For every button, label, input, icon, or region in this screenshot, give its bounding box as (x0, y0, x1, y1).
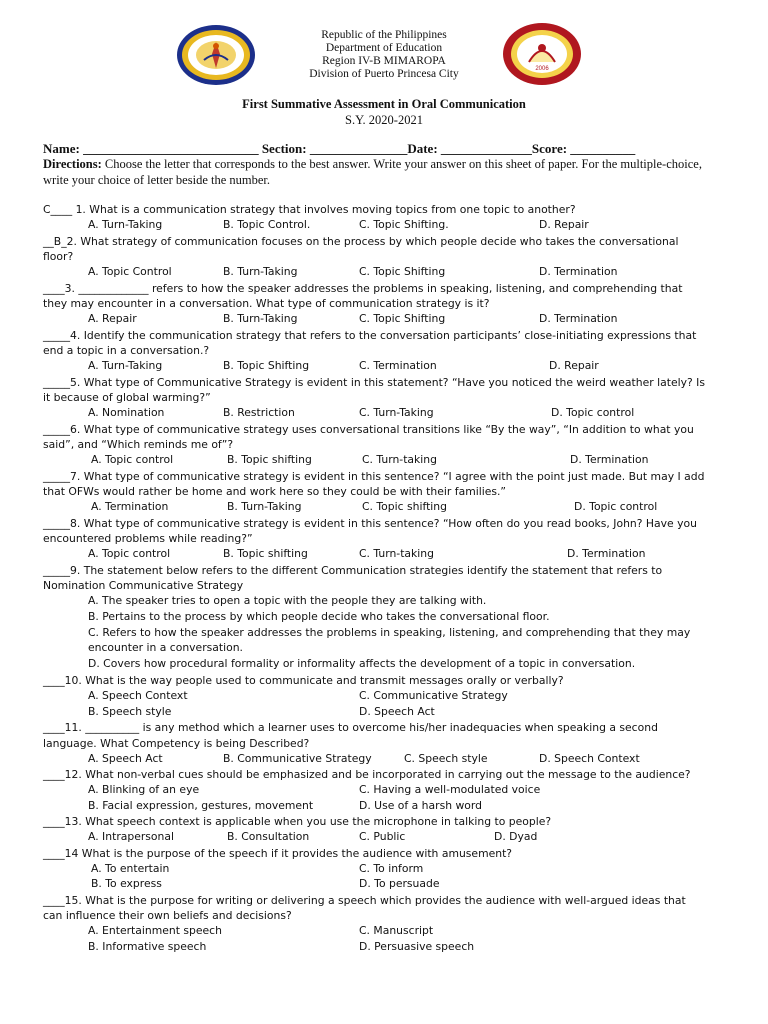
q6-option-d: D. Termination (570, 453, 649, 466)
question-2-line-1: __B_2. What strategy of communication focuses on the process by which people decide who takes the conversational (43, 235, 679, 248)
q6-option-a: A. Topic control (91, 453, 174, 466)
directions-text: Choose the letter that corresponds to the best answer. Write your answer on this sheet of paper. For the multiple-choice, write your choice of letter beside the number. (43, 157, 702, 187)
q10-option-a: A. Speech Context (88, 689, 188, 702)
question-13: ____13. What speech context is applicable when you use the microphone in talking to people? (43, 815, 552, 828)
q13-option-a: A. Intrapersonal (88, 830, 175, 843)
q1-option-c: C. Topic Shifting. (359, 218, 449, 231)
q13-option-b: B. Consultation (227, 830, 310, 843)
question-3-line-2: they may encounter in a conversation. What type of communication strategy is it? (43, 297, 490, 310)
q14-option-b: B. To express (91, 877, 162, 890)
question-9-line-2: Nomination Communicative Strategy (43, 579, 244, 592)
question-11-line-2: language. What Competency is being Described? (43, 737, 310, 750)
q13-option-d: D. Dyad (494, 830, 538, 843)
question-11-line-1: ____11. __________ is any method which a learner uses to overcome his/her inadequacies when speaking a second (43, 721, 658, 734)
q15-option-d: D. Persuasive speech (359, 940, 475, 953)
svg-text:2006: 2006 (535, 66, 549, 72)
q11-option-c: C. Speech style (404, 752, 488, 765)
q3-option-b: B. Turn-Taking (223, 312, 298, 325)
q9-option-c: C. Refers to how the speaker addresses the problems in speaking, listening, and comprehending that they may (88, 626, 691, 639)
school-year: S.Y. 2020-2021 (345, 113, 423, 127)
question-3-line-1: ____3. _____________ refers to how the speaker addresses the problems in speaking, listening, and comprehending that (43, 282, 683, 295)
question-8-line-1: _____8. What type of communicative strategy is evident in this sentence? “How often do you read books, John? Have you (43, 517, 697, 530)
q8-option-d: D. Termination (567, 547, 646, 560)
q8-option-a: A. Topic control (88, 547, 171, 560)
q2-option-d: D. Termination (539, 265, 618, 278)
q4-option-c: C. Termination (359, 359, 437, 372)
q2-option-a: A. Topic Control (88, 265, 172, 278)
question-6-line-2: said”, and “Which reminds me of”? (43, 438, 234, 451)
q3-option-a: A. Repair (88, 312, 137, 325)
q8-option-b: B. Topic shifting (223, 547, 308, 560)
page-title: First Summative Assessment in Oral Communication (242, 97, 526, 111)
q12-option-a: A. Blinking of an eye (88, 783, 200, 796)
q6-option-c: C. Turn-taking (362, 453, 437, 466)
q7-option-d: D. Topic control (574, 500, 658, 513)
question-15-line-1: ____15. What is the purpose for writing or delivering a speech which provides the audience with well-argued ideas that (43, 894, 686, 907)
header-division: Division of Puerto Princesa City (309, 68, 459, 80)
q5-option-a: A. Nomination (88, 406, 165, 419)
q1-option-b: B. Topic Control. (223, 218, 311, 231)
header-department: Department of Education (325, 42, 443, 54)
q10-option-c: C. Communicative Strategy (359, 689, 508, 702)
question-4-line-2: end a topic in a conversation.? (43, 344, 210, 357)
q11-option-b: B. Communicative Strategy (223, 752, 372, 765)
question-14: ____14 What is the purpose of the speech if it provides the audience with amusement? (43, 847, 513, 860)
q14-option-d: D. To persuade (359, 877, 440, 890)
q15-option-a: A. Entertainment speech (88, 924, 222, 937)
question-2-line-2: floor? (43, 250, 74, 263)
q12-option-c: C. Having a well-modulated voice (359, 783, 541, 796)
q9-option-b: B. Pertains to the process by which people decide who takes the conversational floor. (88, 610, 550, 623)
question-7-line-1: _____7. What type of communicative strategy is evident in this sentence? “I agree with the point just made. But may I add (43, 470, 705, 483)
q9-option-a: A. The speaker tries to open a topic with the people they are talking with. (88, 594, 487, 607)
q2-option-c: C. Topic Shifting (359, 265, 446, 278)
q4-option-a: A. Turn-Taking (88, 359, 163, 372)
q7-option-b: B. Turn-Taking (227, 500, 302, 513)
q11-option-a: A. Speech Act (88, 752, 163, 765)
q5-option-d: D. Topic control (551, 406, 635, 419)
q15-option-c: C. Manuscript (359, 924, 434, 937)
q1-option-a: A. Turn-Taking (88, 218, 163, 231)
q15-option-b: B. Informative speech (88, 940, 207, 953)
header-region: Region IV-B MIMAROPA (322, 55, 446, 67)
q14-option-a: A. To entertain (91, 862, 170, 875)
q3-option-d: D. Termination (539, 312, 618, 325)
q12-option-d: D. Use of a harsh word (359, 799, 483, 812)
q1-option-d: D. Repair (539, 218, 589, 231)
q3-option-c: C. Topic Shifting (359, 312, 446, 325)
q5-option-b: B. Restriction (223, 406, 295, 419)
q13-option-c: C. Public (359, 830, 406, 843)
q4-option-d: D. Repair (549, 359, 599, 372)
question-4-line-1: _____4. Identify the communication strategy that refers to the conversation participants’ close-initiating expressions that (43, 329, 697, 342)
question-15-line-2: can influence their own beliefs and decisions? (43, 909, 292, 922)
q9-option-d: D. Covers how procedural formality or informality affects the development of a topic in conversation. (88, 657, 636, 670)
q10-option-b: B. Speech style (88, 705, 172, 718)
question-12: ____12. What non-verbal cues should be emphasized and be incorporated in carrying out the message to the audience? (43, 768, 691, 781)
q14-option-c: C. To inform (359, 862, 424, 875)
q8-option-c: C. Turn-taking (359, 547, 434, 560)
question-8-line-2: encountered problems while reading?” (43, 532, 253, 545)
directions (43, 157, 723, 188)
q2-option-b: B. Turn-Taking (223, 265, 298, 278)
directions-label: Directions: (43, 157, 102, 171)
q7-option-c: C. Topic shifting (362, 500, 447, 513)
q7-option-a: A. Termination (91, 500, 169, 513)
q9-option-c-cont: encounter in a conversation. (88, 641, 243, 654)
question-6-line-1: _____6. What type of communicative strategy uses conversational transitions like “By the way”, “In addition to what you (43, 423, 694, 436)
question-1: C____ 1. What is a communication strategy that involves moving topics from one topic to another? (43, 203, 576, 216)
q6-option-b: B. Topic shifting (227, 453, 312, 466)
q11-option-d: D. Speech Context (539, 752, 640, 765)
header-republic: Republic of the Philippines (321, 29, 447, 41)
q12-option-b: B. Facial expression, gestures, movement (88, 799, 314, 812)
q10-option-d: D. Speech Act (359, 705, 435, 718)
q4-option-b: B. Topic Shifting (223, 359, 310, 372)
name-section-date-score-line: Name: ___________________________ Section: _______________Date: ______________Score: __________ (43, 141, 636, 156)
question-5-line-2: it because of global warming?” (43, 391, 211, 404)
question-7-line-2: that OFWs would rather be home and work here so they could be with their families.” (43, 485, 507, 498)
question-10: ____10. What is the way people used to communicate and transmit messages orally or verbally? (43, 674, 564, 687)
question-9-line-1: _____9. The statement below refers to the different Communication strategies identify the statement that refers to (43, 564, 663, 577)
q5-option-c: C. Turn-Taking (359, 406, 434, 419)
question-5-line-1: _____5. What type of Communicative Strategy is evident in this statement? “Have you noticed the weird weather lately? Is (43, 376, 705, 389)
